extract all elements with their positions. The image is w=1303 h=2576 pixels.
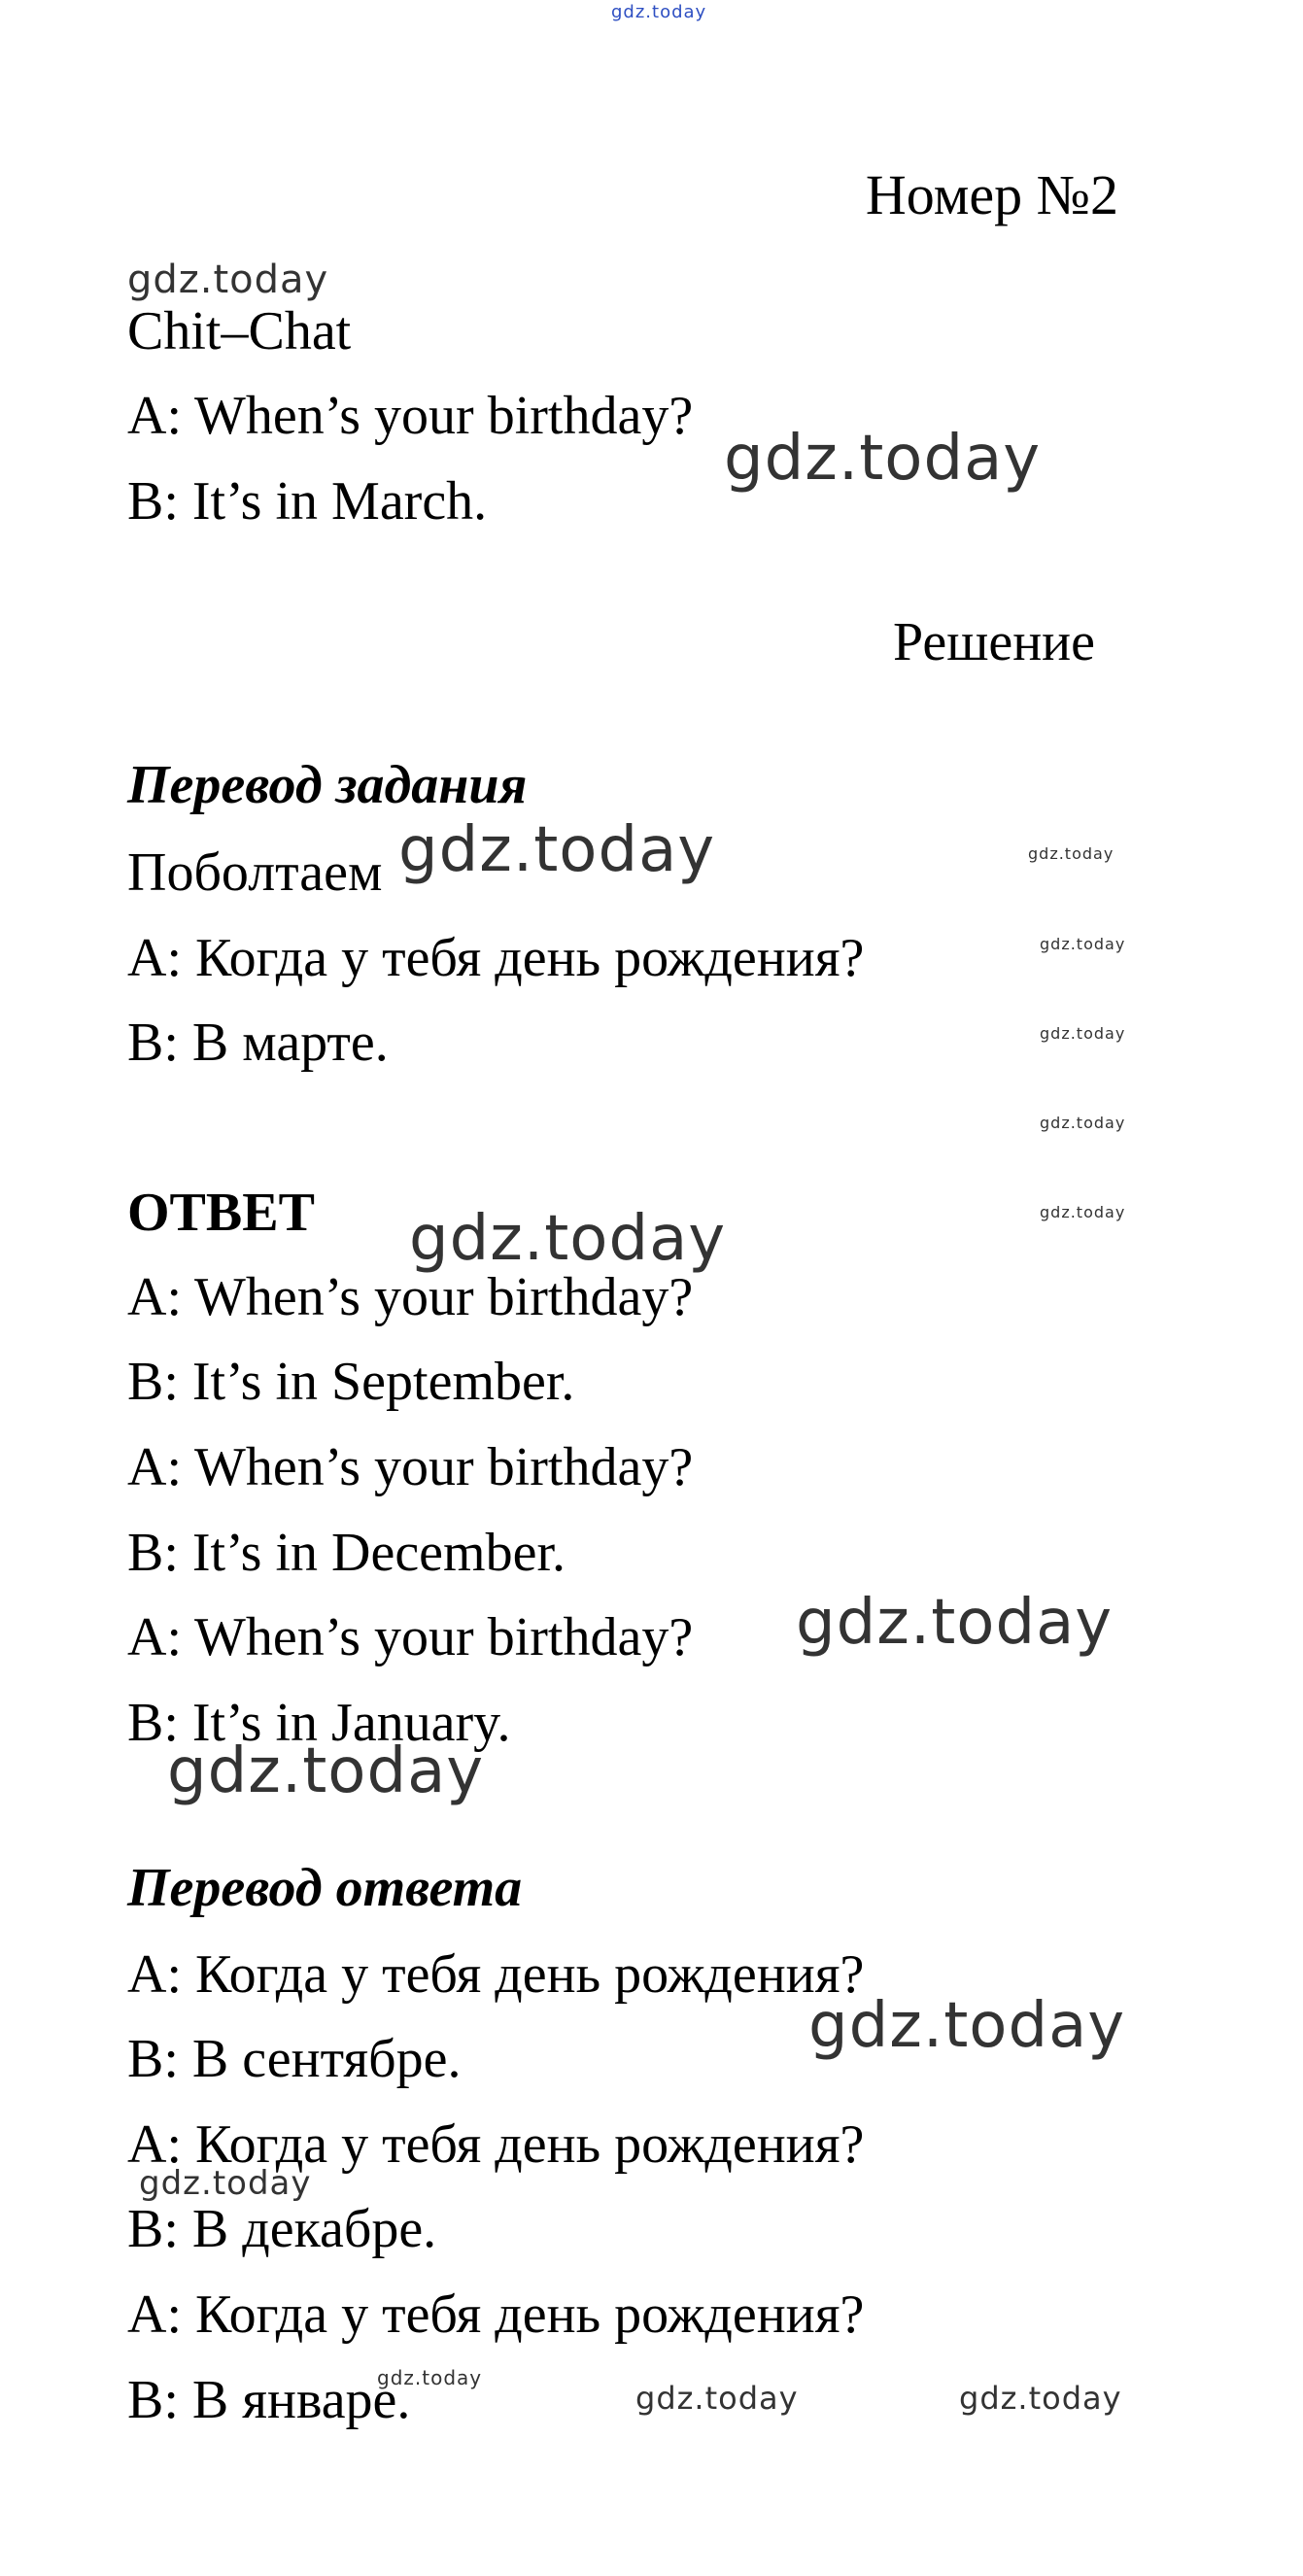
watermark: gdz.today (1040, 1024, 1126, 1043)
task-translation-line: A: Когда у тебя день рождения? (127, 928, 865, 988)
task-line: B: It’s in March. (127, 471, 488, 532)
watermark: gdz.today (127, 258, 329, 302)
task-number: Номер №2 (865, 163, 1118, 226)
task-line: A: When’s your birthday? (127, 386, 694, 446)
answer-line: A: When’s your birthday? (127, 1607, 694, 1667)
watermark: gdz.today (1040, 935, 1126, 953)
watermark: gdz.today (1028, 844, 1114, 863)
task-translation-line: Поболтаем (127, 842, 383, 903)
watermark: gdz.today (377, 2366, 483, 2389)
task-translation-line: B: В марте. (127, 1013, 389, 1073)
watermark: gdz.today (139, 2164, 312, 2203)
watermark: gdz.today (796, 1587, 1114, 1659)
watermark: gdz.today (808, 1990, 1126, 2062)
answer-translation-line: A: Когда у тебя день рождения? (127, 1944, 865, 2005)
watermark: gdz.today (959, 2380, 1122, 2417)
answer-line: B: It’s in September. (127, 1352, 575, 1412)
answer-line: A: When’s your birthday? (127, 1437, 694, 1497)
watermark: gdz.today (167, 1735, 485, 1807)
answer-translation-line: A: Когда у тебя день рождения? (127, 2114, 865, 2175)
answer-line: B: It’s in January. (127, 1693, 511, 1753)
answer-translation-heading: Перевод ответа (127, 1858, 523, 1918)
answer-translation-line: A: Когда у тебя день рождения? (127, 2284, 865, 2345)
watermark: gdz.today (635, 2380, 799, 2417)
solution-label: Решение (892, 612, 1095, 672)
task-translation-heading: Перевод задания (127, 755, 528, 815)
answer-line: B: It’s in December. (127, 1523, 566, 1583)
answer-translation-line: B: В декабре. (127, 2199, 437, 2259)
answer-line: A: When’s your birthday? (127, 1267, 694, 1327)
watermark: gdz.today (398, 814, 716, 886)
answer-translation-line: B: В январе. (127, 2370, 411, 2430)
task-title: Chit–Chat (127, 301, 352, 361)
watermark: gdz.today (611, 2, 707, 22)
watermark: gdz.today (409, 1203, 727, 1275)
watermark: gdz.today (724, 423, 1042, 495)
answer-heading: ОТВЕТ (127, 1183, 315, 1243)
answer-translation-line: B: В сентябре. (127, 2029, 462, 2089)
watermark: gdz.today (1040, 1114, 1126, 1132)
watermark: gdz.today (1040, 1203, 1126, 1221)
